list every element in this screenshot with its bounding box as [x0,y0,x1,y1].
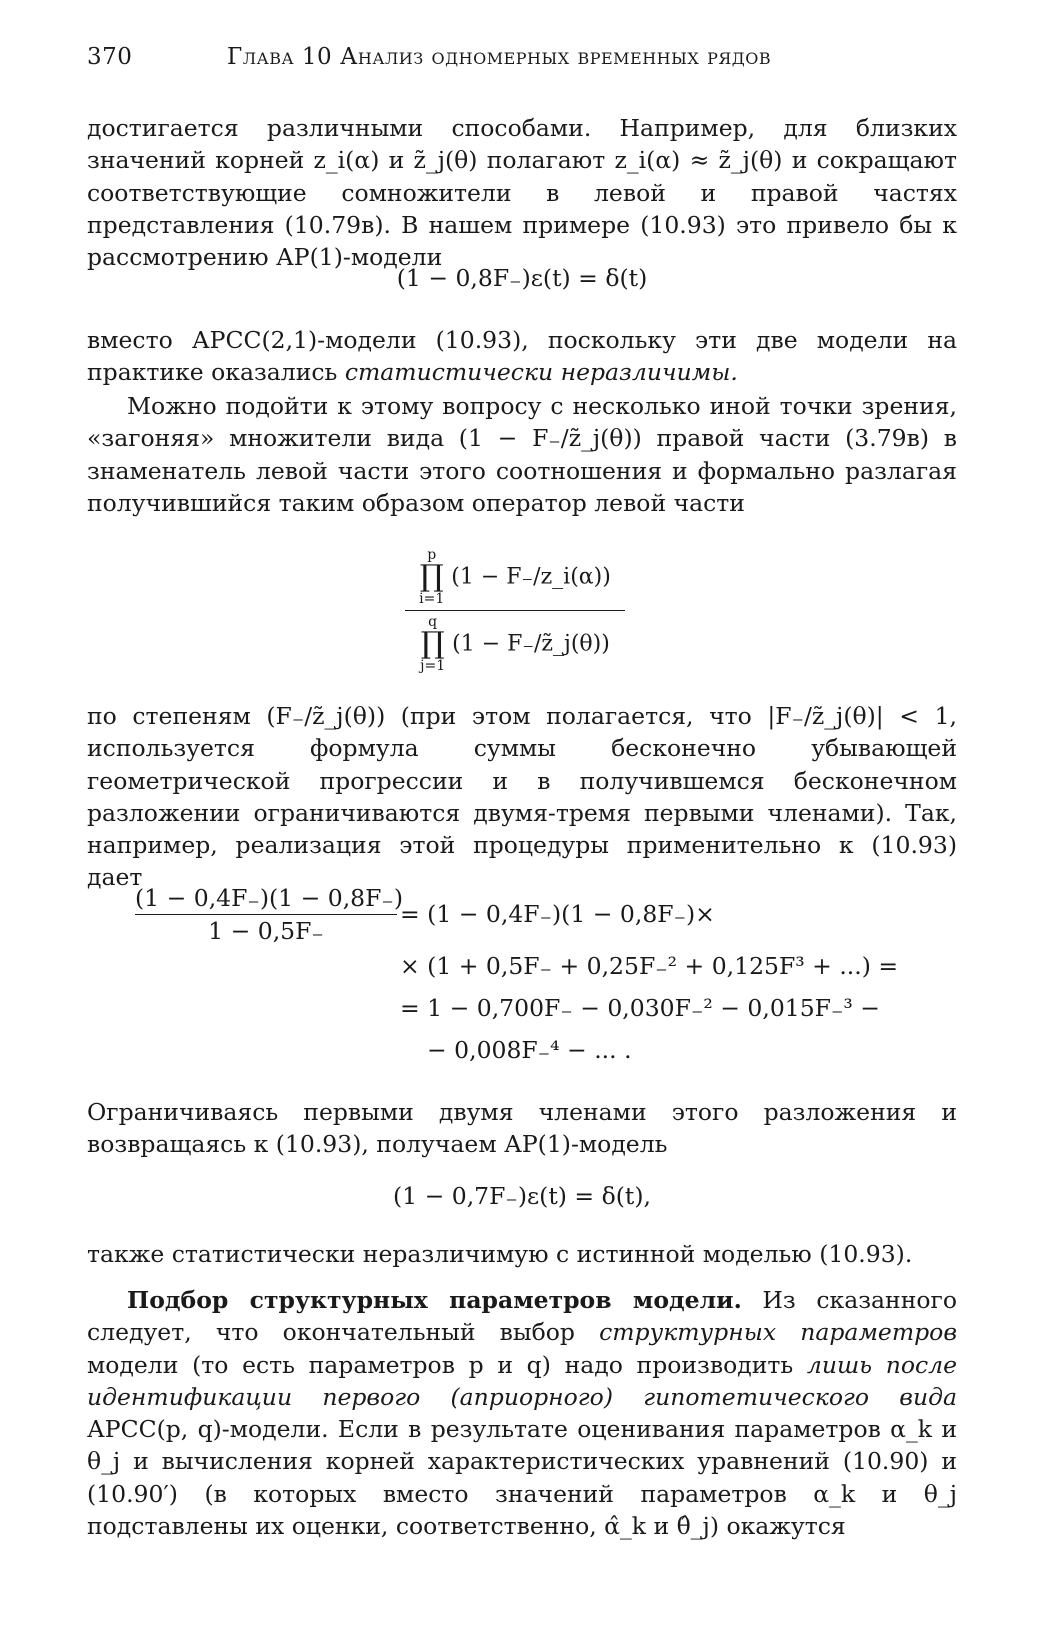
expansion-lhs-denominator: 1 − 0,5F₋ [208,917,324,945]
expansion-lhs-numerator: (1 − 0,4F₋)(1 − 0,8F₋) [135,884,397,915]
paragraph-7-text-2: модели (то есть параметров p и q) надо производить [87,1350,807,1379]
paragraph-4: по степеням (F₋/z̃_j(θ)) (при этом полагается, что |F₋/z̃_j(θ)| < 1, используется формула суммы бесконечно убывающей геометрической прогрессии и в получившемся бесконечном разложении ограничиваются двумя-тремя первыми членами). Так, например, реализация этой процедуры применительно к (10.93) дает [87,702,957,892]
paragraph-7-emphasis-2: лишь после идентификации первого (априорного) гипотетического вида [87,1350,958,1411]
product-symbol-denominator: q ∏ j=1 [420,614,446,674]
paragraph-7-text-1: Из сказанного следует, что окончательный выбор [87,1286,957,1347]
paragraph-7-emphasis-1: структурных параметров [599,1318,957,1347]
paragraph-2 [87,324,957,389]
ratio-denominator [405,611,625,673]
expansion-line-4: − 0,008F₋⁴ − ... . [427,1036,632,1064]
equation-ar1-first: (1 − 0,8F₋)ε(t) = δ(t) [396,264,648,292]
product-ratio-formula [405,548,625,673]
product-symbol-numerator: p ∏ i=1 [419,547,445,607]
paragraph-6: также статистически неразличимую с истинной моделью (10.93). [87,1240,913,1268]
expansion-line-1: = (1 − 0,4F₋)(1 − 0,8F₋)× [400,900,715,928]
paragraph-2-emphasis: статистически неразличимы. [344,358,738,387]
equation-ar1-second: (1 − 0,7F₋)ε(t) = δ(t), [393,1182,651,1210]
paragraph-1: достигается различными способами. Например, для близких значений корней z_i(α) и z̃_j(θ) полагают z_i(α) ≈ z̃_j(θ) и сокращают соответствующие сомножители в левой и правой частях представления (10.79в). В нашем примере (10.93) это привело бы к рассмотрению АР(1)-модели [87,114,957,272]
paragraph-5: Ограничиваясь первыми двумя членами этого разложения и возвращаясь к (10.93), получаем АР(1)-модель [87,1098,957,1159]
expansion-line-3: = 1 − 0,700F₋ − 0,030F₋² − 0,015F₋³ − [400,994,880,1022]
chapter-title: Глава 10 Анализ одномерных временных рядов [227,44,772,70]
section-heading: Подбор структурных параметров модели. [127,1286,742,1314]
paragraph-7 [87,1284,957,1542]
paragraph-3: Можно подойти к этому вопросу с несколько иной точки зрения, «загоняя» множители вида (1 − F₋/z̃_j(θ)) правой части (3.79в) в знаменатель левой части этого соотношения и формально разлагая получившийся таким образом оператор левой части [87,392,957,517]
paragraph-2-text: вместо АРСС(2,1)-модели (10.93), поскольку эти две модели на практике оказались [87,326,957,387]
paragraph-7-text-3: АРСС(p, q)-модели. Если в результате оценивания параметров α_k и θ_j и вычисления корней характеристических уравнений (10.90) и (10.90′) (в которых вместо значений параметров α_k и θ_j подставлены их оценки, соответственно, α̂_k и θ̂_j) окажутся [87,1415,957,1541]
expansion-line-2: × (1 + 0,5F₋ + 0,25F₋² + 0,125F³ + ...) = [400,952,899,980]
page-number: 370 [87,44,133,70]
denominator-body: (1 − F₋/z̃_j(θ)) [452,631,610,657]
expansion-lhs [135,884,404,945]
numerator-body: (1 − F₋/z_i(α)) [451,564,611,590]
ratio-numerator [405,548,625,611]
